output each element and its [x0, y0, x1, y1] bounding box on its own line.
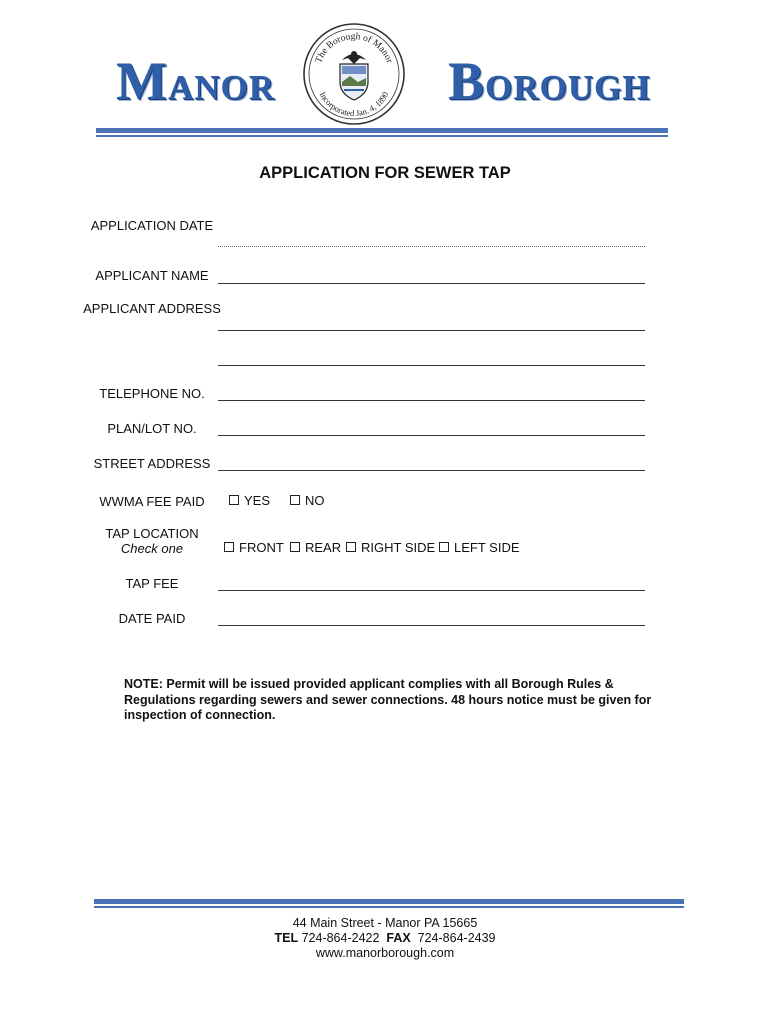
application-date-label: APPLICATION DATE [90, 218, 214, 233]
checkbox-icon[interactable] [290, 542, 300, 552]
tap-option-rear[interactable]: REAR [290, 540, 341, 555]
permit-note: NOTE: Permit will be issued provided applicant complies with all Borough Rules & Regulations regarding sewers and sewer connections. 48 hours notice must be given for inspection of connection. [124, 677, 652, 722]
street-address-label: STREET ADDRESS [93, 456, 211, 471]
fax-label: FAX [386, 931, 411, 945]
footer-divider [94, 899, 684, 908]
plan-lot-label: PLAN/LOT NO. [107, 421, 197, 436]
tel-label: TEL [274, 931, 299, 945]
applicant-address-field-line2[interactable] [218, 365, 645, 366]
date-paid-label: DATE PAID [118, 611, 186, 626]
tap-fee-label: TAP FEE [125, 576, 179, 591]
wwma-fee-paid-label: WWMA FEE PAID [99, 494, 205, 509]
footer-contact [0, 931, 770, 947]
applicant-name-field[interactable] [218, 283, 645, 284]
street-address-field[interactable] [218, 470, 645, 471]
fee-option-yes[interactable]: YES [229, 493, 270, 508]
checkbox-icon[interactable] [229, 495, 239, 505]
tap-fee-field[interactable] [218, 590, 645, 591]
tap-option-right-side[interactable]: RIGHT SIDE [346, 540, 435, 555]
telephone-field[interactable] [218, 400, 645, 401]
checkbox-icon[interactable] [290, 495, 300, 505]
tel-number: 724-864-2422 [301, 931, 380, 945]
footer-website[interactable]: www.manorborough.com [315, 946, 455, 960]
applicant-address-label: APPLICANT ADDRESS [83, 301, 221, 316]
tap-location-label: TAP LOCATION Check one [72, 526, 232, 556]
svg-text:Incorporated Jan. 4, 1890: Incorporated Jan. 4, 1890 [317, 90, 391, 119]
footer-address: 44 Main Street - Manor PA 15665 [292, 916, 478, 930]
brand-manor: MANOR [116, 51, 276, 111]
tap-option-front[interactable]: FRONT [224, 540, 284, 555]
fax-number: 724-864-2439 [417, 931, 496, 945]
checkbox-icon[interactable] [224, 542, 234, 552]
applicant-name-label: APPLICANT NAME [95, 268, 209, 283]
borough-seal-logo [302, 22, 406, 126]
page-title: APPLICATION FOR SEWER TAP [259, 164, 511, 182]
tap-location-hint: Check one [120, 541, 184, 556]
fee-option-no[interactable]: NO [290, 493, 325, 508]
application-date-field[interactable] [218, 246, 645, 247]
tap-option-left-side[interactable]: LEFT SIDE [439, 540, 520, 555]
svg-text:The Borough of Manor: The Borough of Manor [314, 31, 394, 65]
applicant-address-field-line1[interactable] [218, 330, 645, 331]
telephone-label: TELEPHONE NO. [99, 386, 205, 401]
header-divider [96, 128, 668, 137]
checkbox-icon[interactable] [439, 542, 449, 552]
date-paid-field[interactable] [218, 625, 645, 626]
checkbox-icon[interactable] [346, 542, 356, 552]
brand-borough: BOROUGH [448, 51, 651, 111]
plan-lot-field[interactable] [218, 435, 645, 436]
